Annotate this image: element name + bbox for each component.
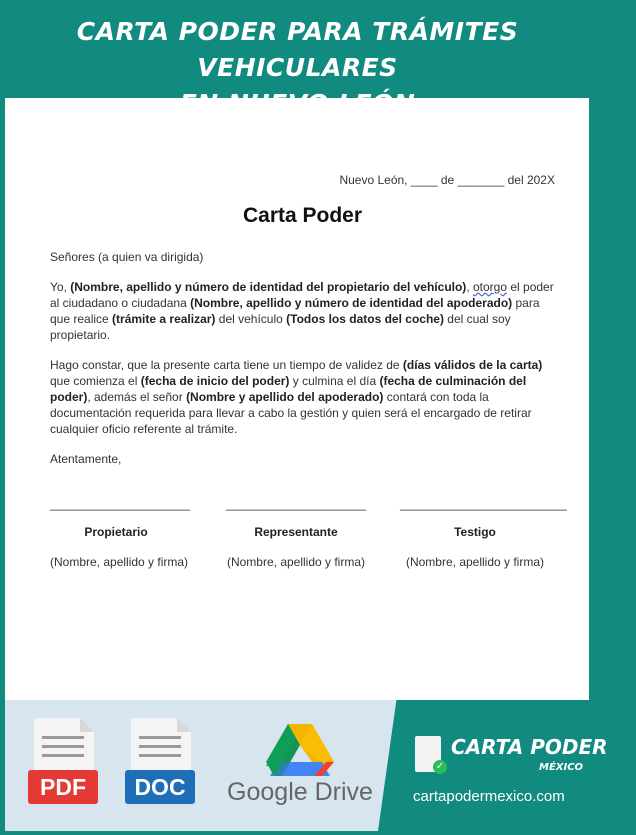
p1-car-data-placeholder: (Todos los datos del coche): [286, 312, 444, 326]
signature-line: _____________________: [226, 497, 367, 511]
document-preview: [5, 98, 589, 700]
signature-role: Testigo: [454, 525, 496, 539]
brand-url[interactable]: cartapodermexico.com: [413, 788, 565, 805]
p1-text: el poder al ciudadano o ciudadana: [50, 280, 554, 310]
text-line-icon: [139, 745, 181, 748]
text-line-icon: [42, 736, 84, 739]
text-line-icon: [139, 754, 181, 757]
p2-text: contará con toda la documentación requerida para llevar a cabo la gestión y quien será el encargado de retirar cualquier oficio referente al trámite.: [50, 390, 532, 436]
p1-text: para que realice: [50, 296, 540, 326]
page-fold-icon: [177, 718, 191, 732]
footer-banner: [5, 700, 608, 831]
p2-proxy-name-placeholder: (Nombre y apellido del apoderado): [186, 390, 384, 404]
header-title-line-1: CARTA PODER PARA TRÁMITES VEHICULARES: [76, 17, 519, 82]
signature-instruction: (Nombre, apellido y firma): [226, 555, 366, 569]
salutation: Señores (a quien va dirigida): [50, 250, 204, 264]
signature-line: _____________________: [50, 497, 191, 511]
p2-text: que comienza el: [50, 374, 141, 388]
p2-text: Hago constar, que la presente carta tiene un tiempo de validez de: [50, 358, 403, 372]
p2-text: , además el señor: [87, 390, 187, 404]
page-header: [0, 0, 595, 98]
page-fold-icon: [80, 718, 94, 732]
text-line-icon: [42, 754, 84, 757]
signature-block-owner: [50, 496, 191, 570]
pdf-download-icon[interactable]: [28, 718, 98, 814]
p2-validity-placeholder: (días válidos de la carta): [402, 358, 543, 372]
p1-proxy-placeholder: (Nombre, apellido y número de identidad del apoderado): [190, 296, 513, 310]
paragraph-2: [50, 357, 555, 437]
text-line-icon: [42, 745, 84, 748]
p1-procedure-placeholder: (trámite a realizar): [112, 312, 216, 326]
p1-spellcheck-word: otorgo: [472, 280, 508, 294]
p1-owner-placeholder: (Nombre, apellido y número de identidad del propietario del vehículo): [70, 280, 467, 294]
check-icon: ✓: [433, 760, 447, 774]
signature-role: Representante: [254, 525, 338, 539]
signature-line: _________________________: [400, 497, 567, 511]
doc-badge: DOC: [125, 770, 195, 804]
google-drive-link[interactable]: [220, 724, 380, 814]
p1-text: ,: [466, 280, 473, 294]
p2-start-date-placeholder: (fecha de inicio del poder): [140, 374, 290, 388]
closing: Atentamente,: [50, 452, 122, 466]
p1-text: Yo,: [50, 280, 71, 294]
signature-role: Propietario: [84, 525, 148, 539]
document-title: Carta Poder: [242, 204, 363, 227]
google-drive-icon: [266, 724, 334, 776]
brand-name: CARTA PODER: [451, 735, 608, 759]
paragraph-1: [50, 279, 555, 343]
brand-subtitle: MÉXICO: [539, 762, 584, 773]
google-drive-label: Google Drive: [227, 778, 373, 806]
signature-instruction: (Nombre, apellido y firma): [50, 555, 189, 569]
p2-text: y culmina el día: [289, 374, 380, 388]
doc-download-icon[interactable]: [125, 718, 195, 814]
p1-text: del cual soy propietario.: [50, 312, 511, 342]
p1-text: del vehículo: [215, 312, 287, 326]
signature-block-representative: [226, 496, 366, 570]
signature-instruction: (Nombre, apellido y firma): [405, 555, 545, 569]
brand-logo[interactable]: [407, 732, 608, 822]
p2-end-date-placeholder: (fecha de culminación del poder): [50, 374, 527, 404]
pdf-badge: PDF: [28, 770, 98, 804]
text-line-icon: [139, 736, 181, 739]
date-line: Nuevo León, ____ de _______ del 202X: [339, 173, 555, 187]
signature-block-witness: [400, 496, 567, 570]
